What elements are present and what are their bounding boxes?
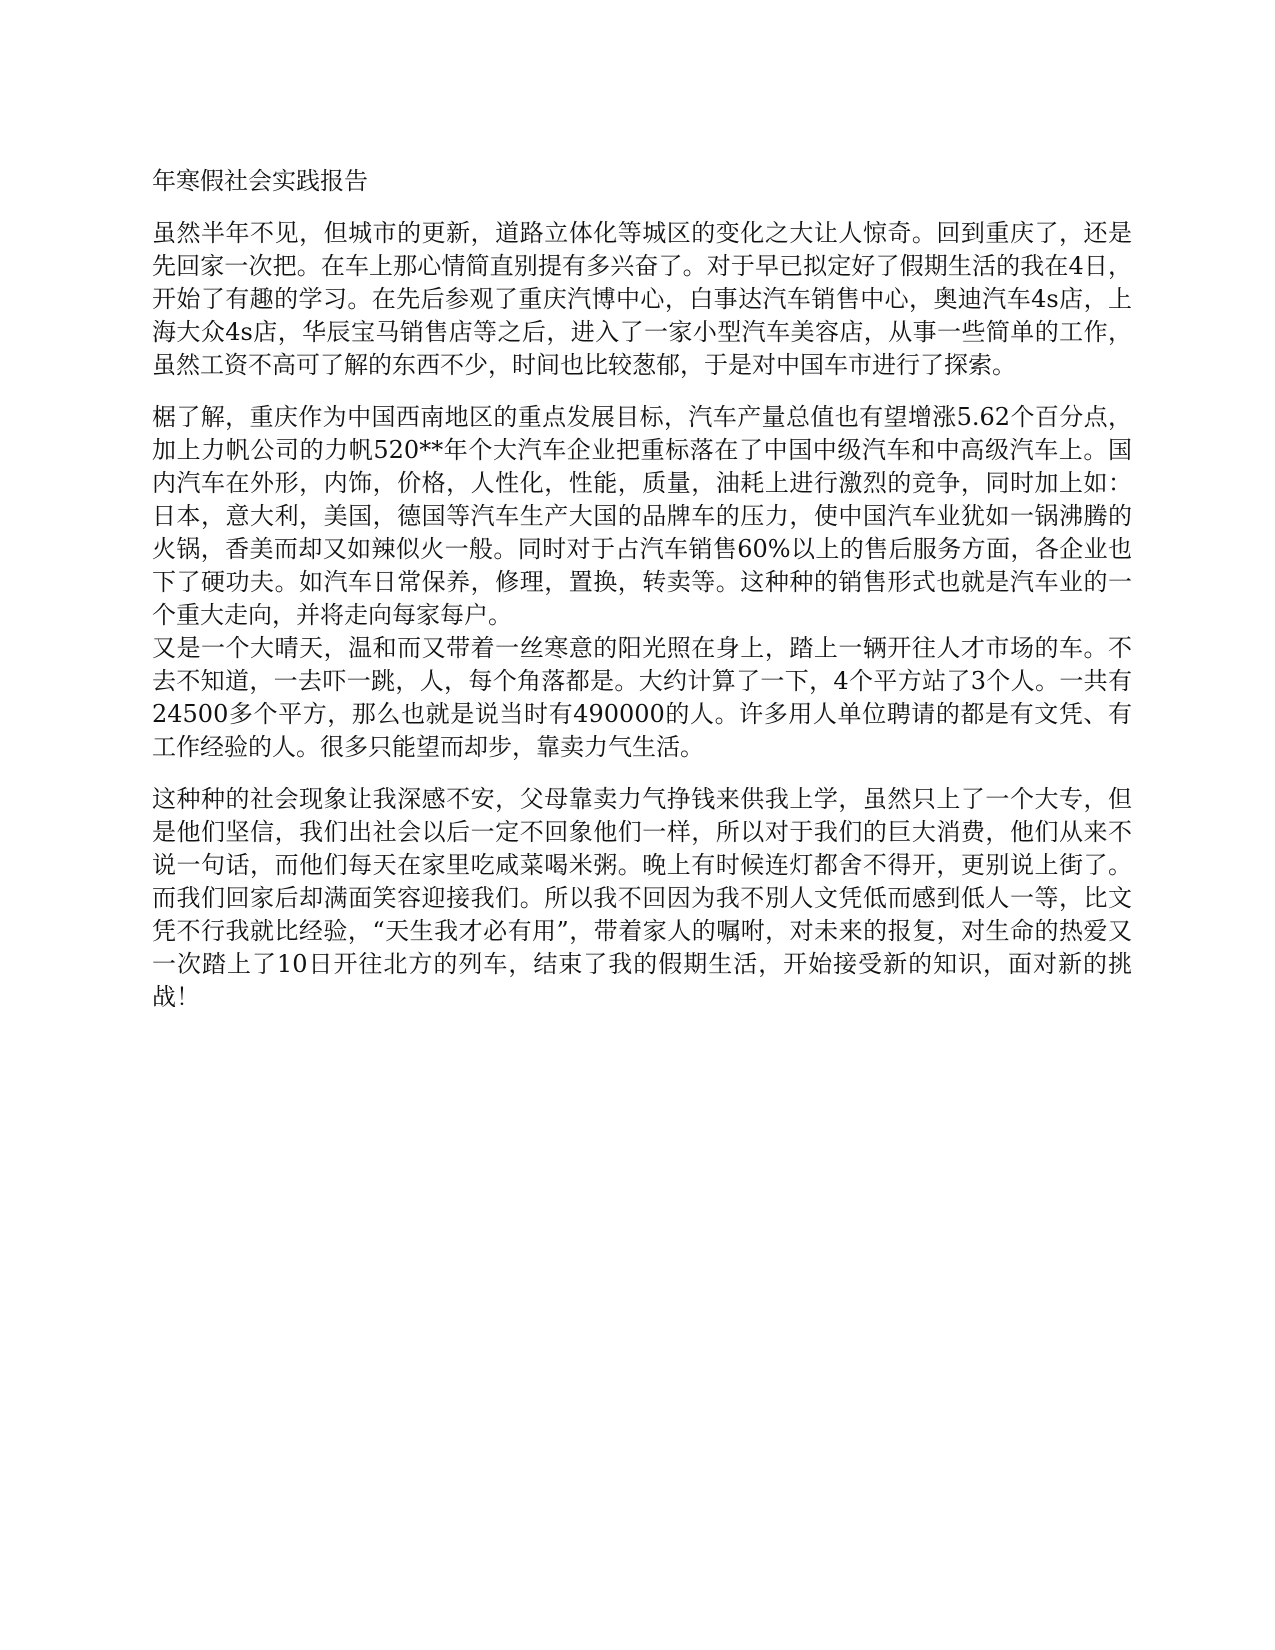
document-title: 年寒假社会实践报告: [152, 167, 368, 195]
paragraph-1: 虽然半年不见，但城市的更新，道路立体化等城区的变化之大让人惊奇。回到重庆了，还是先回家一次把。在车上那心情简直别提有多兴奋了。对于早已拟定好了假期生活的我在4日，开始了有趣的学习。在先后参观了重庆汽博中心，白事达汽车销售中心，奥迪汽车4s店，上海大众4s店，华辰宝马销售店等之后，进入了一家小型汽车美容店，从事一些简单的工作，虽然工资不高可了解的东西不少，时间也比较葱郁，于是对中国车市进行了探索。: [152, 219, 1132, 379]
paragraph-4: 这种种的社会现象让我深感不安，父母靠卖力气挣钱来供我上学，虽然只上了一个大专，但是他们坚信，我们出社会以后一定不回象他们一样，所以对于我们的巨大消费，他们从来不说一句话，而他们每天在家里吃咸菜喝米粥。晚上有时候连灯都舍不得开，更别说上街了。而我们回家后却满面笑容迎接我们。所以我不回因为我不別人文凭低而感到低人一等，比文凭不行我就比经验，“天生我才必有用”，带着家人的嘱咐，对未来的报复，对生命的热爱又一次踏上了10日开往北方的列车，结束了我的假期生活，开始接受新的知识，面对新的挑战！: [152, 785, 1132, 1011]
document-body: [152, 165, 1132, 1014]
paragraph-3: 又是一个大晴天，温和而又带着一丝寒意的阳光照在身上，踏上一辆开往人才市场的车。不去不知道，一去吓一跳，人，每个角落都是。大约计算了一下，4个平方站了3个人。一共有24500多个平方，那么也就是说当时有490000的人。许多用人单位聘请的都是有文凭、有工作经验的人。很多只能望而却步，靠卖力气生活。: [152, 634, 1132, 761]
paragraph-2: 椐了解，重庆作为中国西南地区的重点发展目标，汽车产量总值也有望增涨5.62个百分点，加上力帆公司的力帆520**年个大汽车企业把重标落在了中国中级汽车和中高级汽车上。国内汽车在外形，内饰，价格，人性化，性能，质量，油耗上进行激烈的竞争，同时加上如：日本，意大利，美国，德国等汽车生产大国的品牌车的压力，使中国汽车业犹如一锅沸腾的火锅，香美而却又如辣似火一般。同时对于占汽车销售60%以上的售后服务方面，各企业也下了硬功夫。如汽车日常保养，修理，置换，转卖等。这种种的销售形式也就是汽车业的一个重大走向，并将走向每家每户。: [152, 403, 1132, 629]
